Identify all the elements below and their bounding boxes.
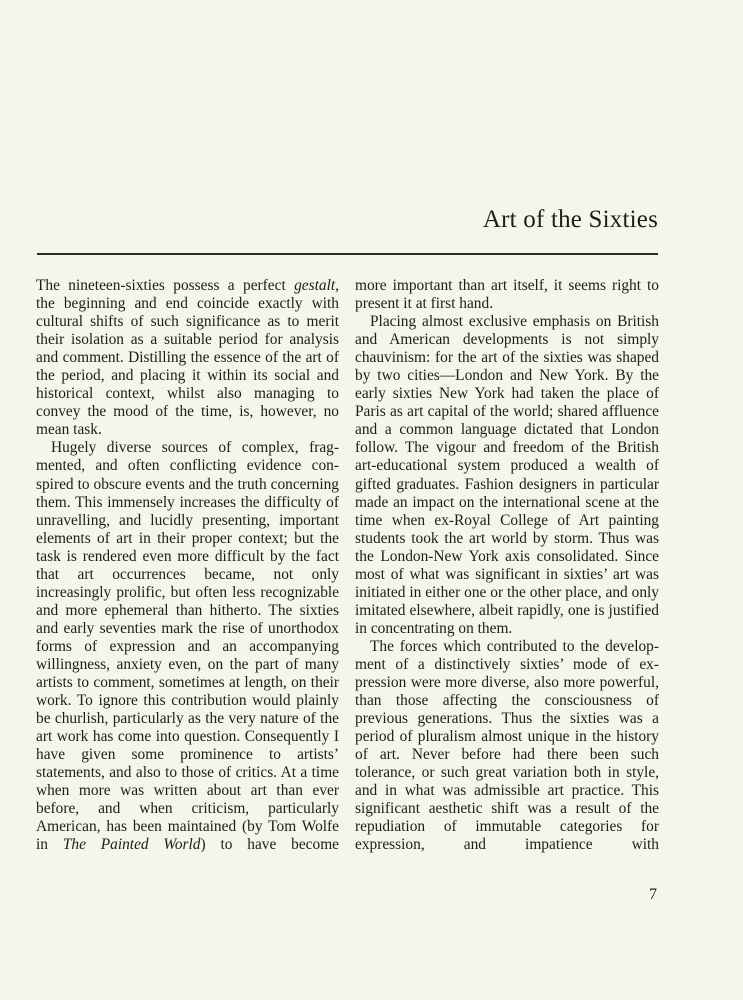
right-paragraph-1: more important than art itself, it seems right to present it at first hand. [355, 277, 659, 313]
right-paragraph-3: The forces which contributed to the development of a distinctively sixties’ mode of expression were more diverse, also more powerful, than those affecting the consciousness of previous generations. Thus the sixties was a period of pluralism almost unique in the history of art. Never before had there been such tolerance, or such great variation both in style, and in what was admissible art practice. This significant aesthetic shift was a result of the repudiation of immutable categories for expression, and impatience with [355, 637, 659, 854]
right-paragraph-2: Placing almost exclusive emphasis on British and American developments is not simply chauvinism: for the art of the sixties was shaped by two cities—London and New York. By the early sixties New York had taken the place of Paris as art capital of the world; shared affluence and a common language dictated that London follow. The vigour and freedom of the British art-educational system produced a wealth of gifted graduates. Fashion designers in particular made an impact on the international scene at the time when ex-Royal College of Art painting students took the art world by storm. Thus was the London-New York axis consolidated. Since most of what was significant in sixties’ art was initiated in either one or the other place, and only imitated elsewhere, albeit rapidly, one is justified in concentrating on them. [355, 313, 659, 637]
book-title-italic: The Painted World [62, 836, 201, 854]
left-column [36, 277, 339, 855]
gestalt-italic: gestalt [294, 277, 336, 294]
left-paragraph-1-rest: , the beginning and end coincide exactly with cultural shifts of such significance as to merit their isolation as a suitable period for analysis and comment. Distilling the essence of the art of the period, and placing it within its social and historical context, whilst also managing to convey the mood of the time, is, however, no mean task. [36, 277, 339, 439]
left-paragraph-2-end: ) to have become [200, 836, 339, 854]
chapter-title: Art of the Sixties [482, 206, 658, 233]
page-number: 7 [649, 886, 657, 903]
left-paragraph-2 [36, 439, 339, 854]
left-paragraph-2-start: Hugely diverse sources of complex, fragmented, and often conflicting evidence conspired to obscure events and the truth concerning them. This immensely increases the difficulty of unravelling, and lucidly presenting, important elements of art in their proper context; but the task is rendered even more difficult by the fact that art occurrences became, not only increasingly prolific, but often less recognizable and more ephemeral than hitherto. The sixties and early seventies mark the rise of unorthodox forms of expression and an accompanying willingness, anxiety even, on the part of many artists to comment, sometimes at length, on their work. To ignore this contribution would plainly be churlish, particularly as the very nature of the art work has come into question. Consequently I have given some prominence to artists’ statements, and also to those of critics. At a time when more was written about art than ever before, and when criticism, particularly American, has been maintained (by Tom Wolfe in [36, 439, 339, 854]
left-paragraph-1-start: The nineteen-sixties possess a perfect [36, 277, 295, 294]
right-column [355, 277, 659, 855]
title-rule [37, 253, 658, 255]
left-paragraph-1 [36, 277, 339, 439]
